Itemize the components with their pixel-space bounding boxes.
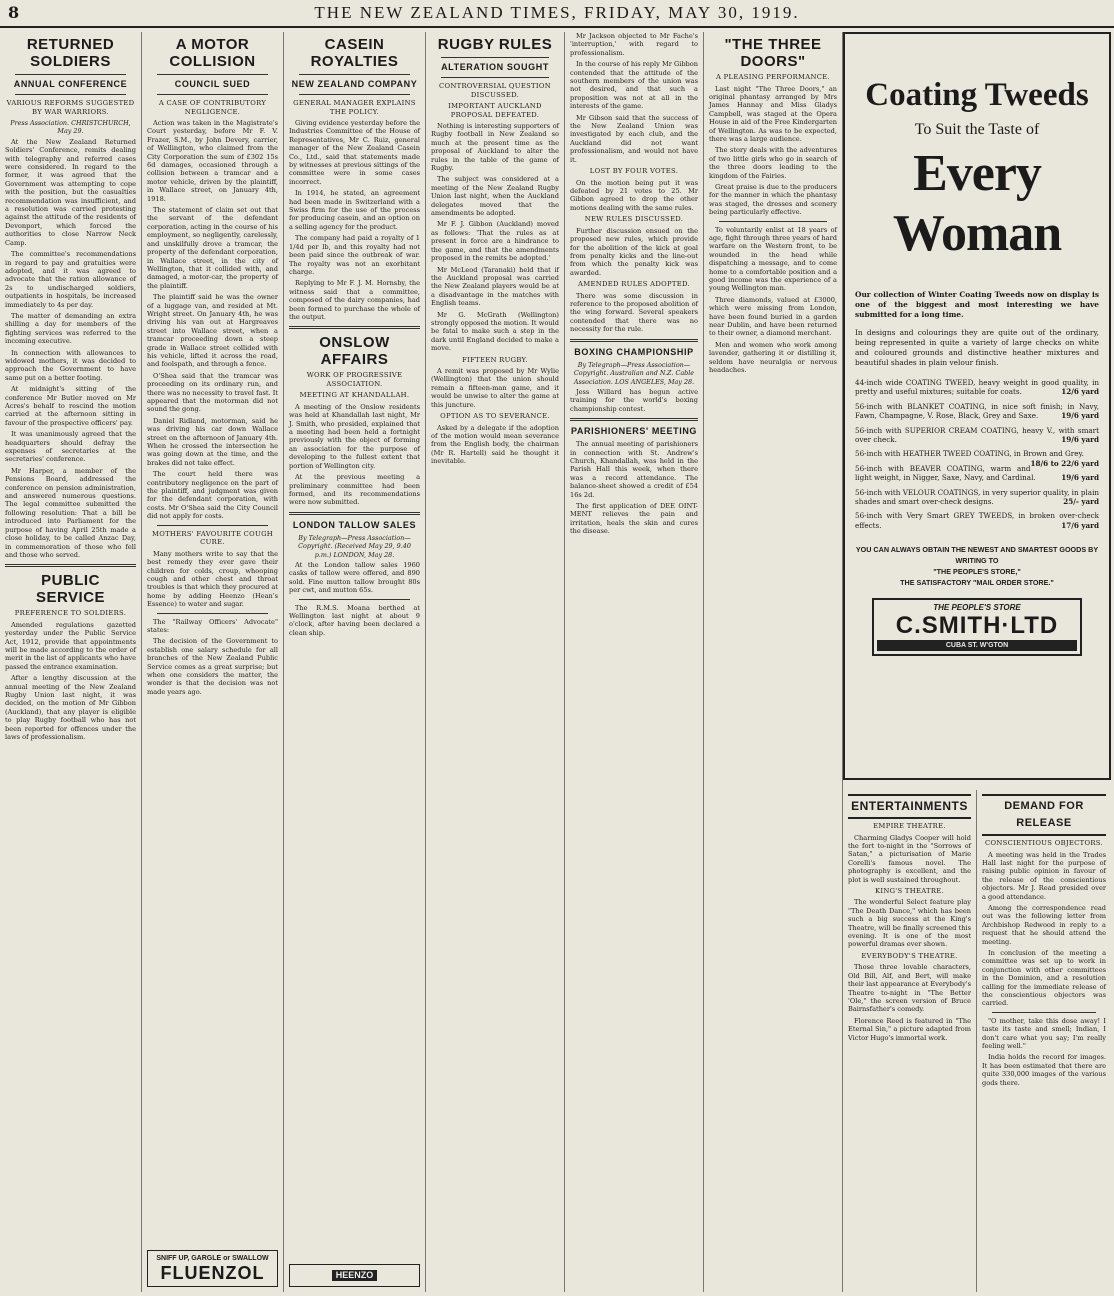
paragraph: Mr Jackson objected to Mr Fache's 'interruption,' with regard to professionalism. [570,32,698,57]
paragraph: Last night "The Three Doors," an original phantasy arranged by Mrs James Hannay and Miss Gladys Campbell, was staged at the Opera House in aid of the Free Kindergarten of Wellington. As was to be expected, there was a large audience. [709,84,837,143]
item-desc: 56-inch with BLANKET COATING, in nice soft finish; in Navy, Fawn, Champagne, V. Rose, Black, Grey and Saxe. [855,401,1099,421]
paragraph: Jess Willard has begun active training for the world's boxing championship contest. [570,387,698,413]
subhead-four-votes: LOST BY FOUR VOTES. [589,167,679,176]
paragraph: Daniel Ridland, motorman, said he was driving his car down Wallace street on the afternoon of January 4th. When he crossed the intersection he was going down at the time, and the brakes did not take effect. [147,416,278,467]
headline-casein: CASEIN ROYALTIES [310,36,399,70]
item-desc: 56-inch with HEATHER TWEED COATING, in Brown and Grey. [855,449,1084,459]
column-rugby-continued [565,32,704,1292]
item-desc: 56-inch with SUPERIOR CREAM COATING, heavy V., with smart over check. [855,425,1099,445]
headline-tallow-sales: LONDON TALLOW SALES [292,519,417,530]
paragraph: Replying to Mr F. J. M. Hornsby, the witness said that a committee, composed of the dairy companies, had been formed to purchase the whole of the output. [289,279,420,321]
headline-boxing: BOXING CHAMPIONSHIP [574,346,694,357]
byline: Press Association. CHRISTCHURCH, May 29. [10,119,131,136]
paragraph: Further discussion ensued on the proposed new rules, which provide for the abolition of the kick at goal from penalty kicks and the line-out from which the penalty kick was awarded. [570,226,698,277]
headline-onslow-affairs: ONSLOW AFFAIRS [319,334,390,369]
byline: By Telegraph—Press Association—Copyright. Australian and N.Z. Cable Association. LOS ANGELES, May 28. [573,360,695,386]
advert-intro: Our collection of Winter Coating Tweeds now on display is one of the biggest and most interesting we have submitted for a long time. [855,290,1099,319]
headline-motor-collision: A MOTOR COLLISION [169,36,256,70]
item-desc: 56-inch with Very Smart GREY TWEEDS, in broken over-check effects. [855,511,1099,530]
deck-controversial: CONTROVERSIAL QUESTION DISCUSSED. [439,82,551,99]
newspaper-title: THE NEW ZEALAND TIMES, FRIDAY, MAY 30, 1919. [314,3,800,22]
paragraph: On the motion being put it was defeated by 21 votes to 25. Mr Gibbon agreed to drop the other motions dealing with the same rules. [570,178,698,212]
column-casein-royalties [284,32,426,1292]
advert-headline-every-woman: Every Woman [892,145,1062,262]
fluenzol-tagline: SNIFF UP, GARGLE or SWALLOW [156,1255,269,1262]
paragraph: Action was taken in the Magistrate's Court yesterday, before Mr F. V. Frazer, S.M., by John Devery, carrier, of Wellington, who claimed from the City Corporation the sum of £302 15s 6d damages, occasioned through a collision between a tramcar and a motor vehicle, driven by the plaintiff, in Wallace street, on January 4th, 1918. [147,119,278,203]
headline-parishioners: PARISHIONERS' MEETING [570,426,698,437]
advert-item [855,449,1099,468]
paragraph: After a lengthy discussion at the annual meeting of the New Zealand Rugby Union last night, it was decided, on the motion of Mr Gibbon (Auckland), that any player is eligible to play Rugby football who has not been reported for offences under the laws of professionalism. [5,674,136,742]
advert-item [855,378,1099,397]
paragraph: "O mother, take this dose away! I taste its taste and smell; Indian, I don't care what you say; I'm really feeling well." [982,1016,1106,1051]
subhead-preference: PREFERENCE TO SOLDIERS. [14,609,127,618]
item-desc: 44-inch wide COATING TWEED, heavy weight in good quality, in pretty and useful mixtures; suitable for coats. [855,378,1099,397]
advert-item [855,402,1099,421]
advert-item [855,511,1099,530]
store-address: CUBA ST. W'GTON [877,640,1077,651]
byline: By Telegraph—Press Association—Copyright. (Received May 29, 9.40 p.m.) LONDON, May 28. [298,533,411,559]
advert-coating-tweeds [843,32,1111,780]
railway-advocate-title: The "Railway Officers' Advocate" states: [147,617,278,634]
paragraph: Men and women who work among lavender, gathering it or distilling it, seldom have neuralgia or nervous headaches. [709,340,837,375]
paragraph: Great praise is due to the producers for the manner in which the phantasy was staged, the dresses and scenery being particularly effective. [709,182,837,217]
paragraph: The plaintiff said he was the owner of a luggage van, and resided at Mt. Wright street. On January 4th, he was driving his van out at Hargreaves street into Wallace street, when a tramcar proceeding down a steep grade in Wallace street collided with his vehicle, lifted it across the road, and foolspath, and through a fence. [147,293,278,369]
paragraph: O'Shea said that the tramcar was proceeding on its ordinary run, and there was no necessity to travel fast. It appeared that the motorman did not sound the gong. [147,371,278,414]
subhead-empire: EMPIRE THEATRE. [873,822,946,830]
paragraph: Florence Reed is featured in "The Eternal Sin," a picture adapted from Victor Hugo's immortal work. [848,1016,971,1042]
paragraph: There was some discussion in reference to the proposed abolition of the wing forward. Several speakers contended that there was no necessity for the rule. [570,291,698,334]
headline-demand-release: DEMAND FOR RELEASE [982,794,1106,836]
paragraph: At midnight's sitting of the conference Mr Butler moved on Mr Acres's behalf to rescind the motion carried at the afternoon sitting in favour of the prospective officers' pay. [5,385,136,427]
paragraph: To voluntarily enlist at 18 years of age, fight through three years of hard warfare on the Western front, to be wounded in the head while dispatching a message, and to come home to a comfortable position and a good income was the experience of a young Wellington man. [709,225,837,293]
masthead [0,0,1114,28]
item-price: 25/- yard [1063,497,1099,507]
headline-three-doors: "THE THREE DOORS" [724,36,822,70]
paragraph: At the previous meeting a preliminary committee had been formed, and its recommendations were now submitted. [289,473,420,507]
item-price: 19/6 yard [1061,411,1099,421]
column-rugby-rules [426,32,565,1292]
deck-negligence: A CASE OF CONTRIBUTORY NEGLIGENCE. [158,99,267,116]
advert-item [855,426,1099,445]
deck-performance: A PLEASING PERFORMANCE. [715,73,830,81]
paragraph: At the London tallow sales 1960 casks of tallow were offered, and 890 sold. Fine mutton tallow brought 80s per cwt, and mutton 65s. [289,560,420,595]
store-tag: THE PEOPLE'S STORE [933,603,1021,613]
column-three-doors [704,32,843,1292]
deck-progressive: WORK OF PROGRESSIVE ASSOCIATION. [306,371,403,388]
fluenzol-brand: FLUENZOL [160,1263,265,1283]
paragraph: The R.M.S. Moana berthed at Wellington last night at about 9 o'clock, after having been declared a clean ship. [289,603,420,637]
column-returned-soldiers [0,32,142,1292]
headline-rugby-rules: RUGBY RULES [437,36,553,53]
paragraph: In 1914, he stated, an agreement had been made in Switzerland with a Swiss firm for the use of the process for producing casein, and an option on a selling agency for the product. [289,189,420,231]
order-line-1: YOU CAN ALWAYS OBTAIN THE NEWEST AND SMARTEST GOODS BY WRITING TO [855,545,1099,566]
advert-headline-taste: To Suit the Taste of [914,121,1040,138]
deck-auckland: IMPORTANT AUCKLAND PROPOSAL DEFEATED. [448,102,542,119]
paragraph: The court held there was contributory negligence on the part of the plaintiff, and judgment was given for the defendant corporation, with costs. Mr O'Shea said the City Council did not apply for costs. [147,470,278,521]
paragraph: The matter of demanding an extra shilling a day for members of the fighting services was referred to the incoming executive. [5,311,136,346]
paragraph: Giving evidence yesterday before the Industries Committee of the House of Representatives, Mr C. Ruiz, general manager of the New Zealand Casein Co., Ltd., said that statements made by witnesses at previous sittings of the committee were in some cases incorrect. [289,119,420,186]
paragraph: At the New Zealand Returned Soldiers' Conference, remits dealing with telegraphy and referred cases were considered. In regard to the former, it was agreed that the Government was attempting to cope with the position, but the casualties recommendation was insufficient, and a resolution was carried protesting against the attitude of the residents of Devonport, which forced the authorities to close Narrow Neck Camp. [5,137,136,247]
subhead-fifteen-rugby: FIFTEEN RUGBY. [462,355,528,364]
advert-item [855,488,1099,507]
paragraph: Mr F. J. Gibbon (Auckland) moved as follows: 'That the rules as at present in force are a hindrance to the game, and that the amendments proposed in the remits be adopted.' [431,220,559,263]
paragraph: Mr Harper, a member of the Pensions Board, addressed the conference on pension administration, and answered numerous questions. The legal committee submitted the following resolution: That a bill be introduced into Parliament for the purpose of having April 25th made a close holiday, to be called Anzac Day, in commemoration of those who fell and those who served. [5,466,136,559]
advert-item-list [855,378,1099,530]
headline-public-service: PUBLIC SERVICE [35,572,106,607]
heenzo-advert [289,1264,420,1287]
paragraph: The company had paid a royalty of 1 1/4d per lb, and this royalty had not been paid since the outbreak of war. The royalty was not an exorbitant charge. [289,234,420,276]
paragraph: The committee's recommendations in regard to pay and gratuities were adopted, and it was agreed to advocate that the ration allowance of 2s to undischarged soldiers, outpatients in hospitals, be increased immediately to 4s per day. [5,250,136,309]
column-motor-collision [142,32,284,1292]
deck-reforms: VARIOUS REFORMS SUGGESTED BY WAR WARRIORS. [6,99,135,116]
advert-intro-2: In designs and colourings they are quite out of the ordinary, being represented in quite a variety of large checks on white and coloured grounds and distinctive heather mixtures and beautiful shades in plain velour finish. [855,328,1099,367]
paragraph: Nothing is interesting supporters of Rugby football in New Zealand so much at the present time as the proposal of Auckland to alter the rules in the table of the game of Rugby. [431,122,559,173]
paragraph: Mr Gibson said that the success of the New Zealand Union was investigated by each club, and the Auckland did not want professionalism, and would not have it. [570,113,698,164]
subhead-everybodys: EVERYBODY'S THEATRE. [861,951,958,960]
ad-cough-cure-title: MOTHERS' FAVOURITE COUGH CURE. [151,529,274,547]
page-number: 8 [8,3,20,22]
order-line-3: THE SATISFACTORY "MAIL ORDER STORE." [900,578,1054,588]
advert-headline-coating-tweeds: Coating Tweeds [865,77,1089,113]
subhead-alteration: ALTERATION SOUGHT [441,62,549,72]
advert-order [855,544,1099,588]
subhead-nz-company: NEW ZEALAND COMPANY [291,79,418,89]
ad-cough-cure-body: Many mothers write to say that the best remedy they ever gave their children for colds, croup, whooping cough and other chest and throat troubles is that which they procured at home by adding Heenzo (Hean's Essence) to water and sugar. [147,549,278,609]
item-price: 19/6 yard [1061,435,1099,445]
deck-policy: GENERAL MANAGER EXPLAINS THE POLICY. [293,99,416,116]
headline-returned-soldiers: RETURNED SOLDIERS [26,36,115,70]
fluenzol-advert [147,1250,278,1287]
subhead-objectors: CONSCIENTIOUS OBJECTORS. [985,839,1103,847]
subhead-council-sued: COUNCIL SUED [174,79,251,89]
paragraph: Mr G. McGrath (Wellington) strongly opposed the motion. It would be fatal to make such a step in the dark until England decided to make a move. [431,310,559,353]
subhead-severance: OPTION AS TO SEVERANCE. [440,412,550,421]
paragraph: The first application of DEE OINT-MENT relieves the pain and irritation, heals the skin and cures the disease. [570,501,698,536]
paragraph: Those three lovable characters, Old Bill, Alf, and Bert, will make their last appearance at Everybody's Theatre to-night in "The Better 'Ole," the screen version of Bruce Bairnsfather's comedy. [848,963,971,1014]
paragraph: India holds the record for images. It has been estimated that there are quite 330,000 images of the various gods there. [982,1053,1106,1087]
paragraph: It was unanimously agreed that the headquarters should defray the expenses of secretaries at the secretaries' conference. [5,430,136,464]
store-name: C.SMITH·LTD [895,612,1059,640]
paragraph: A remit was proposed by Mr Wylie (Wellington) that the union should remain a fifteen-man game, and it would be unwise to alter the game at this juncture. [431,367,559,409]
subhead-amended-rules: AMENDED RULES ADOPTED. [578,280,690,289]
railway-advocate-body: The decision of the Government to establish one salary schedule for all branches of the New Zealand Public Service comes as a great surprise; but when one considers the matter, the wonder is that the decision was not made years ago. [147,637,278,696]
heenzo-brand: HEENZO [332,1270,378,1281]
paragraph: The wonderful Select feature play "The Death Dance," which has been such a big success at the King's Theatre, will be finally screened this evening. It is one of the most powerful dramas ever shown. [848,898,971,949]
order-line-2: "THE PEOPLE'S STORE," [933,567,1021,577]
paragraph: In the course of his reply Mr Gibbon contended that the attitude of the southern members of the union was not desired, and that such a proposition was not at all in the interests of the game. [570,60,698,111]
paragraph: Among the correspondence read out was the following letter from Archbishop Redwood in reply to a request that he should attend the meeting. [982,903,1106,946]
paragraph: Amended regulations gazetted yesterday under the Public Service Act, 1912, provide that appointments will be made according to the order of merit in the list of applicants who have passed the entrance examination. [5,620,136,671]
item-price: 17/6 yard [1061,520,1099,530]
paragraph: The subject was considered at a meeting of the New Zealand Rugby Union last night, when the Auckland delegates moved that the amendments be adopted. [431,175,559,218]
item-price: 12/6 yard [1061,387,1099,397]
column-entertainments [843,790,977,1292]
paragraph: In conclusion of the meeting a committee was set up to work in conjunction with other committees in the Dominion, and a resolution calling for the immediate release of the conscientious objectors was carried. [982,948,1106,1008]
item-desc: 56-inch with VELOUR COATINGS, in very superior quality, in plain shades and smart over-check designs. [855,487,1099,507]
item-desc: 56-inch with BEAVER COATING, warm and light weight, in Nigger, Saxe, Navy, and Cardinal. [855,463,1036,483]
paragraph: A meeting of the Onslow residents was held at Khandallah last night, Mr J. Smith, who presided, explained that a meeting had been held a fortnight previously with the object of forming an association for the purpose of developing to the fullest extent that portion of Wellington city. [289,402,420,470]
paragraph: The story deals with the adventures of two little girls who go in search of the three doors leading to the kingdom of the Fairies. [709,146,837,180]
subhead-khandallah: MEETING AT KHANDALLAH. [299,391,410,400]
subhead-kings: KING'S THEATRE. [874,886,945,895]
paragraph: Asked by a delegate if the adoption of the motion would mean severance from the English body, the chairman (Mr R. Hartell) said he thought it inevitable. [431,423,559,466]
headline-entertainments: ENTERTAINMENTS [848,794,971,819]
store-logo [872,598,1082,656]
item-price: 18/6 to 22/6 yard [1030,458,1099,468]
subhead-annual-conference: ANNUAL CONFERENCE [13,79,128,89]
paragraph: The annual meeting of parishioners in connection with St. Andrew's Church, Khandallah, was held in the Parish Hall this week, when there was a record attendance. The balance-sheet showed a credit of £54 16s 2d. [570,440,698,499]
paragraph: The statement of claim set out that the servant of the defendant corporation, acting in the course of his employment, so negligently, carelessly, and unskilfully drove a tramcar, the property of the defendant corporation, in Wallace street, in the city of Wellington, that it collided with, and damaged, a motor-car, the property of the plaintiff. [147,206,278,290]
subhead-new-rules: NEW RULES DISCUSSED. [584,215,684,224]
paragraph: Charming Gladys Cooper will hold the fort to-night in the "Sorrows of Satan," a picturisation of Marie Corelli's famous novel. The photography is excellent, and the plot is well sustained throughout. [848,833,971,884]
paragraph: Mr McLeod (Taranaki) held that if the Auckland proposal was carried the New Zealand players would be at a disadvantage in the matches with English teams. [431,265,559,308]
paragraph: A meeting was held in the Trades Hall last night for the purpose of raising public opinion in favour of the release of the conscientious objectors. Mr J. Read presided over a good attendance. [982,850,1106,901]
item-price: 19/6 yard [1061,473,1099,483]
column-demand-release [977,790,1111,1292]
paragraph: In connection with allowances to widowed mothers, it was decided to approach the Government to have same put on a better footing. [5,348,136,382]
paragraph: Three diamonds, valued at £3000, which were missing from London, have been found buried in a garden near Dublin, and have been returned to their owner, a diamond merchant. [709,295,837,338]
